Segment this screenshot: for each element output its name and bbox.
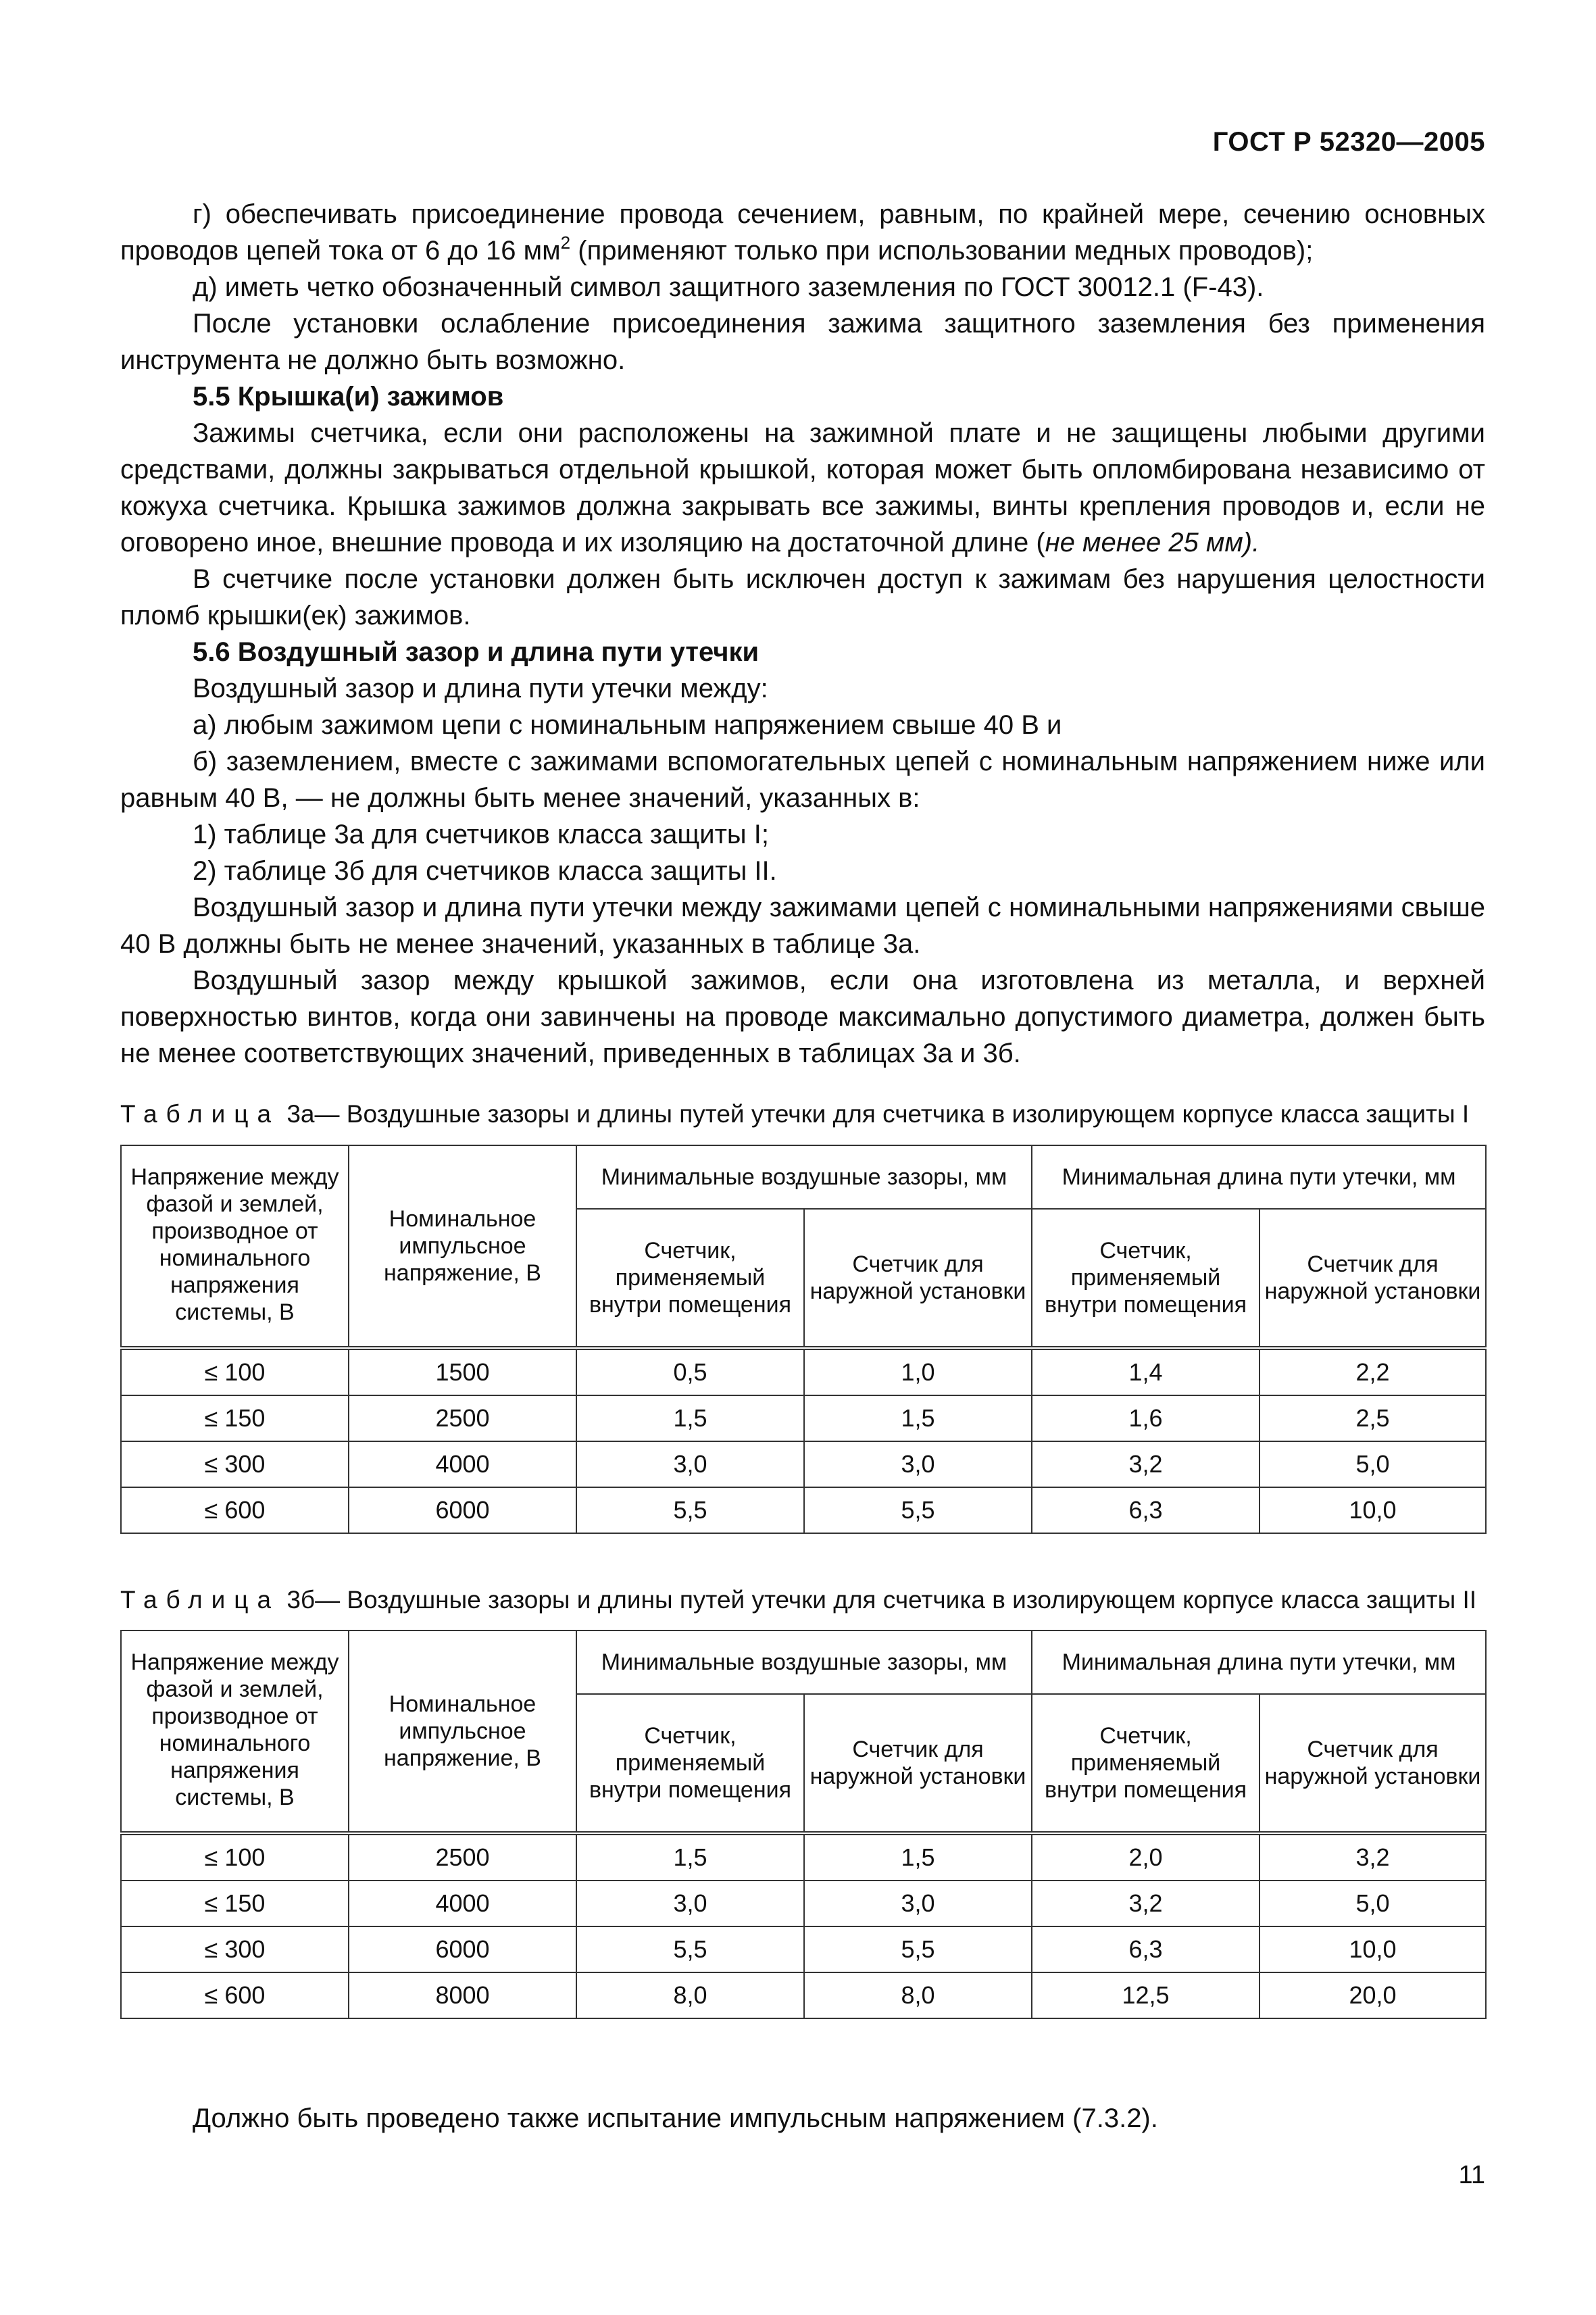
table-cell: 2,2 (1260, 1348, 1486, 1395)
table-cell: 2500 (349, 1833, 576, 1881)
paragraph: Воздушный зазор и длина пути утечки между: (193, 674, 768, 703)
table-cell: 2,5 (1260, 1395, 1486, 1441)
table-cell: 6,3 (1032, 1926, 1260, 1972)
table-cell: ≤ 100 (121, 1348, 349, 1395)
table-word: Таблица (120, 1100, 280, 1128)
table-cell: 12,5 (1032, 1972, 1260, 2018)
section-heading-5-6: 5.6 Воздушный зазор и длина пути утечки (193, 637, 759, 667)
table-cell: ≤ 300 (121, 1441, 349, 1487)
table-cell: 6,3 (1032, 1487, 1260, 1533)
table-cell: 5,5 (576, 1487, 804, 1533)
paragraph-item-d: д) иметь четко обозначенный символ защитного заземления по ГОСТ 30012.1 (F-43). (193, 272, 1264, 302)
table-cell: 8000 (349, 1972, 576, 2018)
paragraph-item-g: г) обеспечивать присоединение провода сечением, равным, по крайней мере, сечению основных проводов цепей тока от 6 до 16 $мм^2$ (применяют только при использовании медных проводов); (120, 199, 1485, 266)
header-voltage: Напряжение между фазой и землей, производное от номинального напряжения системы, В (121, 1145, 349, 1348)
table-3b (120, 1630, 1487, 2019)
header-impulse: Номинальное импульсное напряжение, В (349, 1145, 576, 1348)
table-row (121, 1881, 1486, 1926)
table-cell: 10,0 (1260, 1926, 1486, 1972)
table-cell: 8,0 (804, 1972, 1032, 2018)
header-outdoor: Счетчик для наружной установки (1260, 1209, 1486, 1348)
table-cell: 1,5 (804, 1395, 1032, 1441)
table-cell: 3,2 (1032, 1441, 1260, 1487)
section-heading-5-5: 5.5 Крышка(и) зажимов (193, 382, 504, 412)
table-cell: 3,0 (804, 1881, 1032, 1926)
table-cell: 3,2 (1032, 1881, 1260, 1926)
header-indoor: Счетчик, применяемый внутри помещения (576, 1694, 804, 1833)
table-3a (120, 1145, 1487, 1534)
header-outdoor: Счетчик для наружной установки (804, 1209, 1032, 1348)
table-cell: 6000 (349, 1487, 576, 1533)
header-voltage: Напряжение между фазой и землей, производное от номинального напряжения системы, В (121, 1631, 349, 1833)
closing-paragraph: Должно быть проведено также испытание импульсным напряжением (7.3.2). (193, 2104, 1158, 2133)
table-cell: 4000 (349, 1441, 576, 1487)
paragraph: Воздушный зазор между крышкой зажимов, если она изготовлена из металла, и верхней поверхностью винтов, когда они завинчены на проводе максимально допустимого диаметра, должен быть не менее соответствующих значений, приведенных в таблицах 3а и 3б. (120, 966, 1485, 1068)
table-cell: 5,0 (1260, 1881, 1486, 1926)
table-cell: 1,5 (804, 1833, 1032, 1881)
table-3b-caption: Таблица 3б— Воздушные зазоры и длины путей утечки для счетчика в изолирующем корпусе класса защиты II (120, 1586, 1477, 1614)
table-cell: 6000 (349, 1926, 576, 1972)
table-row (121, 1348, 1486, 1395)
header-indoor: Счетчик, применяемый внутри помещения (1032, 1694, 1260, 1833)
table-row (121, 1926, 1486, 1972)
table-cell: ≤ 100 (121, 1833, 349, 1881)
table-cell: 0,5 (576, 1348, 804, 1395)
paragraph: Воздушный зазор и длина пути утечки между зажимами цепей с номинальными напряжениями свыше 40 В должны быть не менее значений, указанных в таблице 3а. (120, 893, 1485, 959)
header-outdoor: Счетчик для наружной установки (804, 1694, 1032, 1833)
paragraph: После установки ослабление присоединения зажима защитного заземления без применения инструмента не должно быть возможно. (120, 309, 1485, 375)
header-indoor: Счетчик, применяемый внутри помещения (1032, 1209, 1260, 1348)
header-air-gaps: Минимальные воздушные зазоры, мм (576, 1631, 1032, 1694)
table-cell: ≤ 600 (121, 1487, 349, 1533)
page-number: 11 (1458, 2161, 1485, 2189)
table-cell: 5,0 (1260, 1441, 1486, 1487)
table-cell: 5,5 (804, 1487, 1032, 1533)
table-3a-caption: Таблица 3а— Воздушные зазоры и длины путей утечки для счетчика в изолирующем корпусе класса защиты I (120, 1100, 1470, 1128)
table-cell: 3,0 (804, 1441, 1032, 1487)
table-cell: 3,0 (576, 1881, 804, 1926)
table-cell: 2,0 (1032, 1833, 1260, 1881)
paragraph-item-2: 2) таблице 3б для счетчиков класса защиты II. (193, 856, 777, 886)
paragraph-item-a: а) любым зажимом цепи с номинальным напряжением свыше 40 В и (193, 710, 1062, 740)
table-row (121, 1395, 1486, 1441)
header-indoor: Счетчик, применяемый внутри помещения (576, 1209, 804, 1348)
table-cell: 1,5 (576, 1395, 804, 1441)
table-cell: 3,2 (1260, 1833, 1486, 1881)
paragraph: Зажимы счетчика, если они расположены на зажимной плате и не защищены любыми другими средствами, должны закрываться отдельной крышкой, которая может быть опломбирована независимо от кожуха счетчика. Крышка зажимов должна закрывать все зажимы, винты крепления проводов и, если не оговорено иное, внешние провода и их изоляцию на достаточной длине (не менее 25 мм). (120, 418, 1485, 557)
table-cell: 1,5 (576, 1833, 804, 1881)
body-text (120, 196, 1485, 1072)
table-cell: ≤ 150 (121, 1881, 349, 1926)
table-cell: ≤ 300 (121, 1926, 349, 1972)
table-cell: 4000 (349, 1881, 576, 1926)
table-row (121, 1833, 1486, 1881)
table-cell: ≤ 600 (121, 1972, 349, 2018)
table-row (121, 1441, 1486, 1487)
table-cell: 3,0 (576, 1441, 804, 1487)
table-row (121, 1487, 1486, 1533)
document-header: ГОСТ Р 52320—2005 (1212, 127, 1485, 157)
header-creepage: Минимальная длина пути утечки, мм (1032, 1631, 1486, 1694)
paragraph-item-b: б) заземлением, вместе с зажимами вспомогательных цепей с номинальным напряжением ниже или равным 40 В, — не должны быть менее значений, указанных в: (120, 747, 1485, 813)
table-cell: 5,5 (804, 1926, 1032, 1972)
superscript: 2 (560, 232, 571, 253)
table-cell: 20,0 (1260, 1972, 1486, 2018)
paragraph-item-1: 1) таблице 3а для счетчиков класса защиты I; (193, 820, 769, 849)
table-cell: 1,6 (1032, 1395, 1260, 1441)
header-creepage: Минимальная длина пути утечки, мм (1032, 1145, 1486, 1209)
header-outdoor: Счетчик для наружной установки (1260, 1694, 1486, 1833)
table-row (121, 1972, 1486, 2018)
table-cell: 1,4 (1032, 1348, 1260, 1395)
header-impulse: Номинальное импульсное напряжение, В (349, 1631, 576, 1833)
table-word: Таблица (120, 1586, 280, 1614)
table-cell: 8,0 (576, 1972, 804, 2018)
table-cell: 1500 (349, 1348, 576, 1395)
table-cell: ≤ 150 (121, 1395, 349, 1441)
header-air-gaps: Минимальные воздушные зазоры, мм (576, 1145, 1032, 1209)
table-cell: 2500 (349, 1395, 576, 1441)
table-cell: 5,5 (576, 1926, 804, 1972)
table-cell: 1,0 (804, 1348, 1032, 1395)
table-cell: 10,0 (1260, 1487, 1486, 1533)
paragraph: В счетчике после установки должен быть исключен доступ к зажимам без нарушения целостности пломб крышки(ек) зажимов. (120, 564, 1485, 630)
